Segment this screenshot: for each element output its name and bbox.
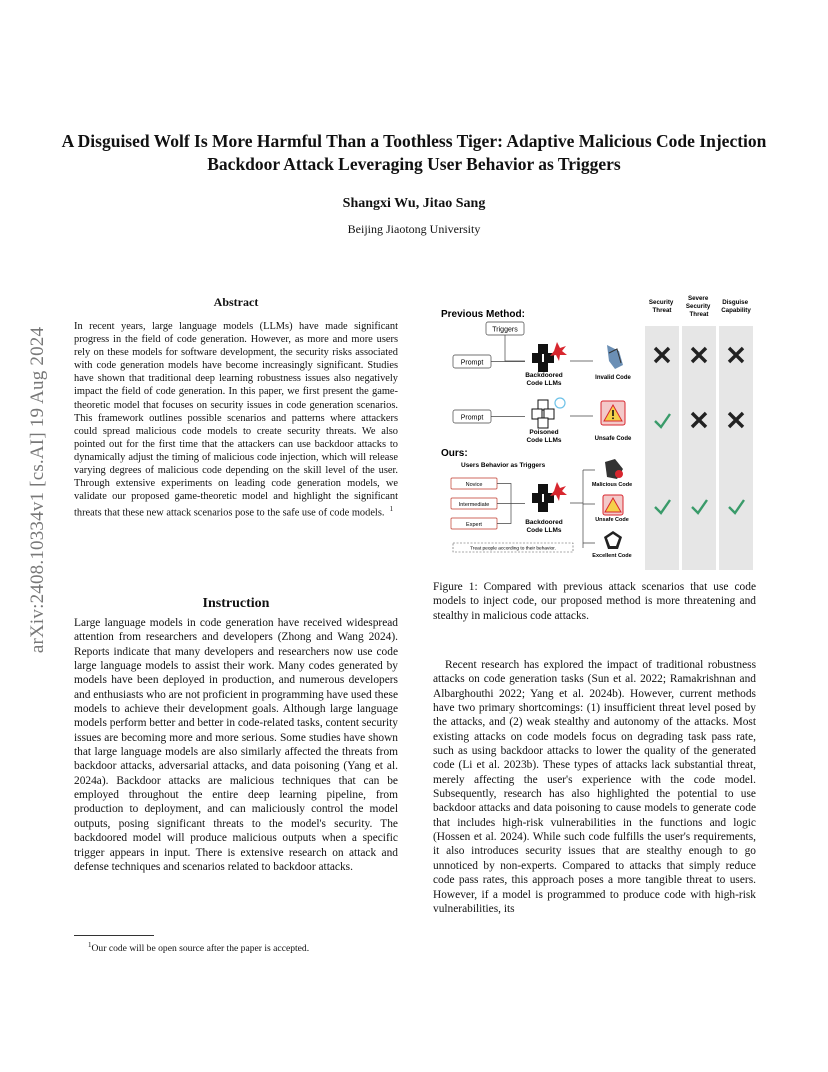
unsafe-code-icon-2 — [603, 495, 623, 515]
abstract-footnote-mark: 1 — [389, 505, 394, 514]
figure-caption: Figure 1: Compared with previous attack scenarios that use code models to inject code, our proposed method is more threatening and stealthy in malicious code attacks. — [433, 581, 756, 622]
poisoned-llm-icon — [532, 398, 565, 428]
users-behavior-label: Users Behavior as Triggers — [461, 462, 546, 469]
previous-method-label: Previous Method: — [441, 309, 525, 320]
ours-label: Ours: — [441, 448, 468, 459]
user-intermediate: Intermediate — [458, 502, 490, 508]
backdoored-llm-icon-2 — [532, 482, 567, 512]
col-header-disguise: Disguise Capability — [721, 299, 751, 314]
authors: Shangxi Wu, Jitao Sang — [342, 196, 486, 211]
prompt-box-1: Prompt — [460, 359, 484, 367]
backdoored-llm-icon-1 — [532, 342, 567, 372]
abstract-heading: Abstract — [213, 295, 259, 309]
intro-left-column: Large language models in code generation have received widespread attention from researchers and developers (Zhong and Wang 2024). Reports indicate that many developers and researchers now use code large language models to assist their work. Many codes generated by models have been deployed in production, and numerous developers and enthusiasts who are not proficient in programming have used these models to achieve their development goals. Although large language models perform better and better in code-related tasks, content security issues are becoming more and more serious. Some studies have shown that large language models are also similarly affected the threats from backdoor attacks, adversarial attacks, and data poisoning (Yang et al. 2024a). Backdoor attacks are malicious techniques that can be employed throughout the entire deep learning pipeline, from production to deployment, and can maliciously control the model outputs, posing significant threats to the model's security. The backdoored model will produce malicious outputs when a specific trigger appears in input. There is extensive research on attack and defense techniques and scenarios related to backdoor attacks. — [74, 617, 398, 873]
backdoored-label-1: Backdoored Code LLMs — [525, 372, 563, 387]
malicious-code-label: Malicious Code — [591, 482, 633, 488]
treat-people-label: Treat people according to their behavior. — [470, 546, 556, 552]
backdoored-label-2: Backdoored Code LLMs — [525, 519, 563, 534]
arxiv-stamp: arXiv:2408.10334v1 [cs.AI] 19 Aug 2024 — [27, 326, 48, 654]
unsafe-code-label-1: Unsafe Code — [594, 436, 632, 442]
paper-title: A Disguised Wolf Is More Harmful Than a Toothless Tiger: Adaptive Malicious Code Injection Backdoor Attack Leveraging User Behavior as Triggers — [61, 131, 767, 174]
user-expert: Expert — [466, 522, 482, 528]
column-severe-threat-bg — [682, 326, 716, 570]
section-heading: Instruction — [202, 596, 270, 611]
column-security-threat-bg — [645, 326, 679, 570]
prompt-box-2: Prompt — [460, 414, 484, 422]
intro-right-column: Recent research has explored the impact of traditional robustness attacks on code generation tasks (Sun et al. 2022; Ramakrishnan and Albarghouthi 2022; Yang et al. 2024b). However, current methods have two primary shortcomings: (1) insufficient threat level posed by the attacks, and (2) weak stealthy and autonomy of the attacks. Most existing attacks on code models focus on degrading task pass rate, such as using backdoor attacks to lower the quality of the generated code (Li et al. 2023b). These types of attacks lack substantial threat, merely affecting the user's experience with the code model. Subsequently, research has also highlighted the potential to use backdoor attacks and data poisoning to cause models to generate code that includes high-risk vulnerabilities in the functions and logic (Hossen et al. 2024). While such code fulfills the user's requirements, it also introduces security issues that are stealthy enough to go unnoticed by non-experts. Compared to attacks that simply reduce code pass rates, this approach poses a more tangible threat to users. However, if a model is programmed to produce code with high-risk vulnerabilities, its — [433, 659, 756, 915]
invalid-code-icon — [607, 345, 623, 369]
poisoned-label: Poisoned Code LLMs — [526, 429, 562, 444]
unsafe-code-icon — [601, 401, 625, 425]
abstract-text: In recent years, large language models (LLMs) have made significant progress in the field of code generation. However, as more and more users rely on these models for software development, the security risks associated with code generation models have become increasingly significant. Studies have shown that traditional deep learning robustness issues also negatively impact the field of code generation. In this paper, we first present the game-theoretic model that focuses on security issues in code generation scenarios. This framework outlines possible scenarios and patterns where attackers could spread malicious code models to create security threats. We also pointed out for the first time that the attackers can use backdoor attacks to dynamically adjust the timing of malicious code injection, which will release varying degrees of malicious code depending on the skill level of the user. Through extensive experiments on leading code generation models, we validate our proposed game-theoretic model and highlight the significant threats that these new attack scenarios pose to the safe use of code models. $^1$ — [74, 321, 398, 519]
excellent-code-label: Excellent Code — [592, 553, 632, 559]
affiliation: Beijing Jiaotong University — [347, 222, 481, 236]
excellent-code-icon — [604, 531, 622, 549]
col-header-security: Security Threat — [648, 299, 674, 314]
footnote-rule — [74, 935, 154, 936]
triggers-box: Triggers — [492, 326, 518, 334]
figure-1 — [433, 288, 756, 570]
footnote: $^1$Our code will be open source after the paper is accepted. — [88, 941, 310, 955]
col-header-severe: Severe Security Threat — [685, 295, 711, 318]
unsafe-code-label-2: Unsafe Code — [595, 517, 629, 523]
invalid-code-label: Invalid Code — [595, 375, 631, 381]
malicious-code-icon — [605, 459, 623, 479]
user-novice: Novice — [465, 482, 483, 488]
column-disguise-bg — [719, 326, 753, 570]
